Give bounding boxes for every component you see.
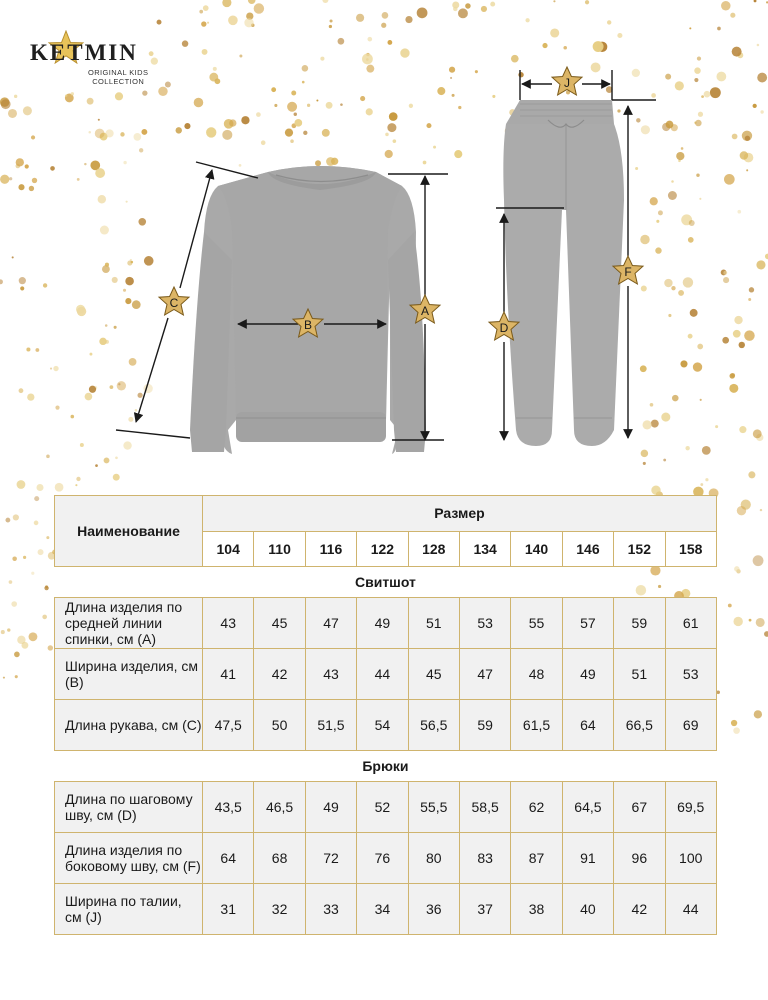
star-a-label: A [420, 304, 430, 318]
confetti-dot [733, 727, 740, 734]
table-cell: 57 [562, 598, 613, 649]
table-row [55, 782, 717, 833]
table-cell: 51,5 [305, 700, 356, 751]
confetti-dot [733, 617, 742, 626]
confetti-dot [753, 555, 764, 566]
table-cell: 76 [357, 833, 408, 884]
confetti-dot [29, 632, 38, 641]
table-row [55, 833, 717, 884]
section-title: Брюки [362, 758, 409, 774]
size-header-cell: 110 [254, 531, 305, 567]
garment-diagram [0, 0, 768, 480]
table-cell: 44 [357, 649, 408, 700]
table-cell: 72 [305, 833, 356, 884]
size-header-cell: 134 [459, 531, 510, 567]
table-cell: 96 [614, 833, 665, 884]
table-cell: 45 [254, 598, 305, 649]
confetti-dot [716, 690, 720, 694]
table-cell: 42 [254, 649, 305, 700]
confetti-dot [31, 572, 34, 575]
confetti-dot [34, 521, 39, 526]
table-cell: 36 [408, 884, 459, 935]
header-row [55, 496, 717, 532]
table-cell: 43,5 [203, 782, 254, 833]
row-label: Длина рукава, см (С) [55, 700, 203, 751]
confetti-dot [42, 615, 47, 620]
table-cell: 47 [459, 649, 510, 700]
column-header-size: Размер [203, 496, 717, 532]
table-cell: 52 [357, 782, 408, 833]
table-cell: 49 [305, 782, 356, 833]
confetti-dot [760, 509, 762, 511]
table-cell: 51 [408, 598, 459, 649]
confetti-dot [36, 484, 43, 491]
table-cell: 59 [459, 700, 510, 751]
table-row [55, 884, 717, 935]
confetti-dot [46, 536, 49, 539]
confetti-dot [734, 566, 739, 571]
section-row [55, 567, 717, 598]
table-cell: 64,5 [562, 782, 613, 833]
confetti-dot [731, 720, 737, 726]
table-cell: 38 [511, 884, 562, 935]
table-cell: 87 [511, 833, 562, 884]
confetti-dot [34, 496, 39, 501]
confetti-dot [749, 619, 752, 622]
star-c-label: C [169, 296, 179, 310]
table-cell: 69 [665, 700, 716, 751]
star-d-label: D [499, 321, 509, 335]
confetti-dot [9, 580, 13, 584]
brand-tagline-line2: COLLECTION [92, 77, 145, 86]
table-cell: 53 [459, 598, 510, 649]
table-cell: 67 [614, 782, 665, 833]
row-label: Ширина по талии, см (J) [55, 884, 203, 935]
table-cell: 100 [665, 833, 716, 884]
row-label: Длина изделия по средней линии спинки, см (А) [55, 598, 203, 649]
confetti-dot [651, 486, 660, 495]
confetti-dot [21, 642, 28, 649]
size-header-cell: 146 [562, 531, 613, 567]
confetti-dot [764, 631, 768, 637]
table-cell: 80 [408, 833, 459, 884]
table-cell: 66,5 [614, 700, 665, 751]
table-cell: 41 [203, 649, 254, 700]
size-header-cell: 158 [665, 531, 716, 567]
table-cell: 43 [203, 598, 254, 649]
star-b-label: B [303, 318, 313, 332]
size-header-cell: 104 [203, 531, 254, 567]
row-label: Ширина изделия, см (В) [55, 649, 203, 700]
table-cell: 50 [254, 700, 305, 751]
confetti-dot [23, 556, 26, 559]
table-cell: 59 [614, 598, 665, 649]
pants-illustration [503, 100, 624, 446]
table-cell: 32 [254, 884, 305, 935]
confetti-dot [728, 604, 732, 608]
table-cell: 49 [357, 598, 408, 649]
table-cell: 51 [614, 649, 665, 700]
table-cell: 64 [562, 700, 613, 751]
table-cell: 64 [203, 833, 254, 884]
star-j-icon [552, 67, 582, 95]
table-cell: 44 [665, 884, 716, 935]
confetti-dot [17, 480, 26, 489]
table-cell: 47 [305, 598, 356, 649]
table-cell: 56,5 [408, 700, 459, 751]
section-title: Свитшот [355, 574, 416, 590]
confetti-dot [11, 601, 17, 607]
table-cell: 47,5 [203, 700, 254, 751]
confetti-dot [756, 618, 765, 627]
table-row [55, 700, 717, 751]
table-cell: 55,5 [408, 782, 459, 833]
table-cell: 54 [357, 700, 408, 751]
size-header-cell: 116 [305, 531, 356, 567]
table-cell: 48 [511, 649, 562, 700]
section-row [55, 751, 717, 782]
confetti-dot [5, 518, 10, 523]
table-cell: 91 [562, 833, 613, 884]
table-cell: 40 [562, 884, 613, 935]
confetti-dot [14, 652, 20, 658]
confetti-dot [55, 483, 64, 492]
table-cell: 49 [562, 649, 613, 700]
confetti-dot [38, 549, 44, 555]
brand-tagline-line1: ORIGINAL KIDS [88, 68, 149, 77]
table-cell: 31 [203, 884, 254, 935]
size-header-cell: 122 [357, 531, 408, 567]
confetti-dot [48, 645, 53, 650]
table-cell: 83 [459, 833, 510, 884]
star-c-icon [159, 287, 189, 315]
confetti-dot [3, 677, 5, 679]
brand-name: KETMIN [30, 40, 138, 65]
table-cell: 53 [665, 649, 716, 700]
confetti-dot [700, 483, 703, 486]
confetti-dot [75, 484, 77, 486]
size-header-cell: 128 [408, 531, 459, 567]
table-cell: 43 [305, 649, 356, 700]
row-label: Длина изделия по боковому шву, см (F) [55, 833, 203, 884]
table-cell: 33 [305, 884, 356, 935]
table-cell: 37 [459, 884, 510, 935]
confetti-dot [754, 710, 762, 718]
table-cell: 69,5 [665, 782, 716, 833]
table-cell: 58,5 [459, 782, 510, 833]
table-cell: 45 [408, 649, 459, 700]
column-header-name: Наименование [55, 496, 203, 567]
confetti-dot [1, 630, 5, 634]
table-cell: 34 [357, 884, 408, 935]
size-table [54, 495, 717, 935]
star-f-label: F [624, 265, 632, 279]
table-cell: 46,5 [254, 782, 305, 833]
confetti-dot [15, 675, 18, 678]
row-label: Длина по шаговому шву, см (D) [55, 782, 203, 833]
table-cell: 62 [511, 782, 562, 833]
confetti-dot [737, 506, 746, 515]
table-cell: 61 [665, 598, 716, 649]
table-cell: 42 [614, 884, 665, 935]
confetti-dot [7, 628, 10, 631]
table-cell: 61,5 [511, 700, 562, 751]
confetti-dot [44, 586, 48, 590]
table-row [55, 598, 717, 649]
table-row [55, 649, 717, 700]
table-cell: 55 [511, 598, 562, 649]
star-j-label: J [564, 76, 570, 90]
table-cell: 68 [254, 833, 305, 884]
confetti-dot [12, 556, 17, 561]
confetti-dot [13, 514, 19, 520]
size-header-cell: 152 [614, 531, 665, 567]
size-header-cell: 140 [511, 531, 562, 567]
size-table-body [55, 496, 717, 935]
